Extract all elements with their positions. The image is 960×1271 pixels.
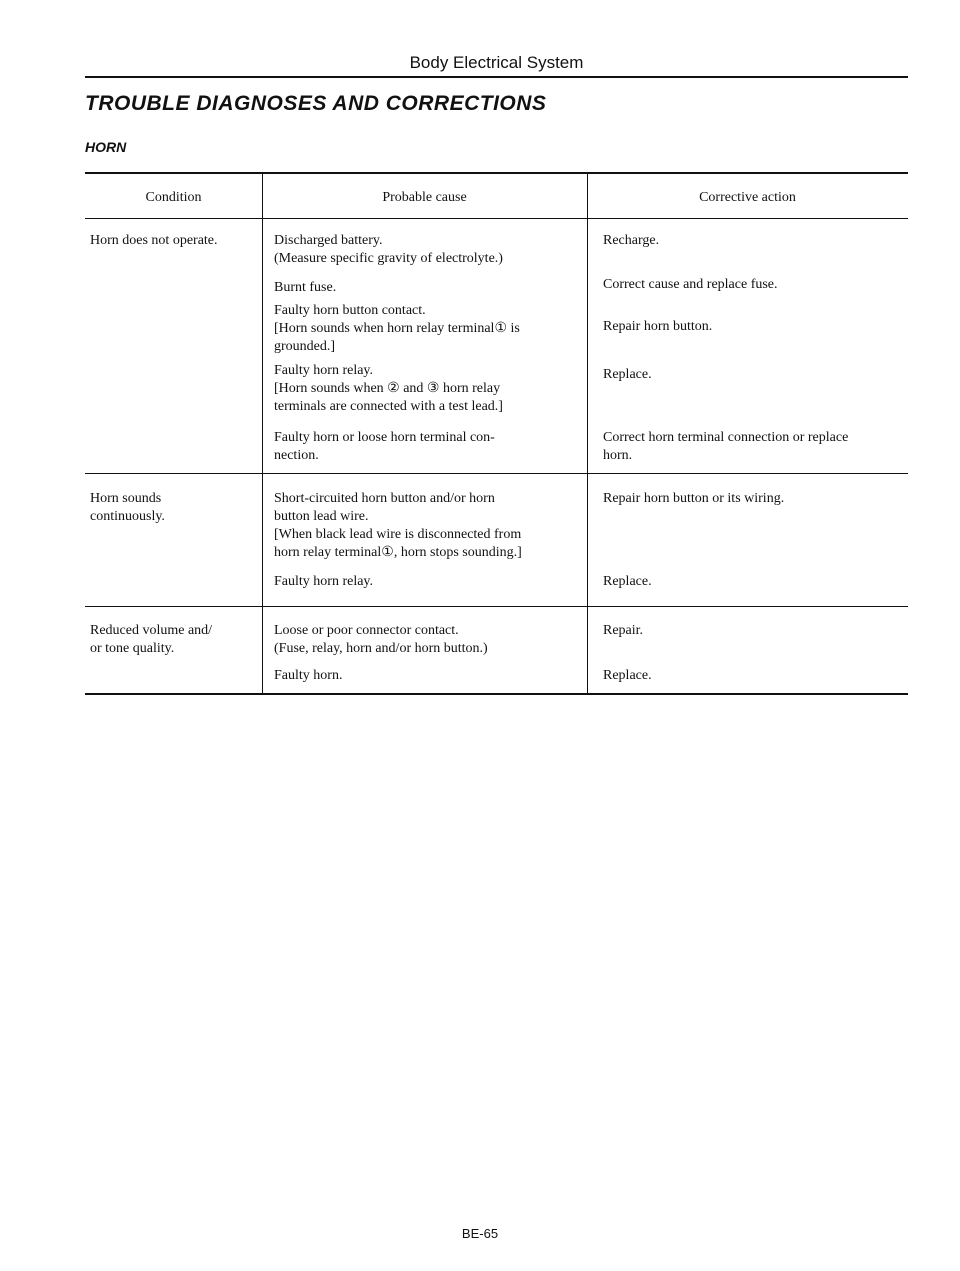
- action-cell: Repair horn button.: [603, 319, 713, 334]
- action-cell: Replace.: [603, 574, 652, 589]
- action-cell: Replace.: [603, 367, 652, 382]
- action-cell: Correct horn terminal connection or replace horn.: [603, 430, 849, 463]
- condition-cell: Horn sounds continuously.: [90, 491, 165, 524]
- row-divider: [85, 473, 908, 474]
- condition-cell: Horn does not operate.: [90, 233, 218, 248]
- section-subtitle: HORN: [85, 139, 127, 155]
- cause-cell: Faulty horn.: [274, 668, 343, 683]
- page-title: TROUBLE DIAGNOSES AND CORRECTIONS: [85, 92, 547, 115]
- cause-cell: Short-circuited horn button and/or horn button lead wire. [When black lead wire is disconnected from horn relay terminal①, horn stops sounding.]: [274, 491, 522, 560]
- header-rule: [85, 76, 908, 78]
- action-cell: Replace.: [603, 668, 652, 683]
- column-header-condition: Condition: [145, 190, 202, 205]
- column-divider: [262, 174, 263, 693]
- cause-cell: Faulty horn relay.: [274, 574, 374, 589]
- cause-cell: Burnt fuse.: [274, 280, 337, 295]
- cause-cell: Faulty horn button contact. [Horn sounds when horn relay terminal① is grounded.]: [274, 303, 520, 354]
- column-header-cause: Probable cause: [382, 190, 467, 205]
- column-divider: [587, 174, 588, 693]
- action-cell: Recharge.: [603, 233, 660, 248]
- cause-cell: Loose or poor connector contact. (Fuse, relay, horn and/or horn button.): [274, 623, 488, 656]
- row-divider: [85, 606, 908, 607]
- page-header: Body Electrical System: [409, 53, 584, 72]
- condition-cell: Reduced volume and/ or tone quality.: [90, 623, 213, 656]
- page-number: BE-65: [461, 1226, 499, 1241]
- action-cell: Repair horn button or its wiring.: [603, 491, 785, 506]
- cause-cell: Faulty horn relay. [Horn sounds when ② and ③ horn relay terminals are connected with a test lead.]: [274, 363, 503, 414]
- cause-cell: Faulty horn or loose horn terminal con- nection.: [274, 430, 495, 463]
- cause-cell: Discharged battery. (Measure specific gravity of electrolyte.): [274, 233, 503, 266]
- header-rule-line: [85, 218, 908, 219]
- trouble-table: [85, 172, 908, 695]
- action-cell: Correct cause and replace fuse.: [603, 277, 778, 292]
- column-header-action: Corrective action: [699, 190, 796, 205]
- action-cell: Repair.: [603, 623, 644, 638]
